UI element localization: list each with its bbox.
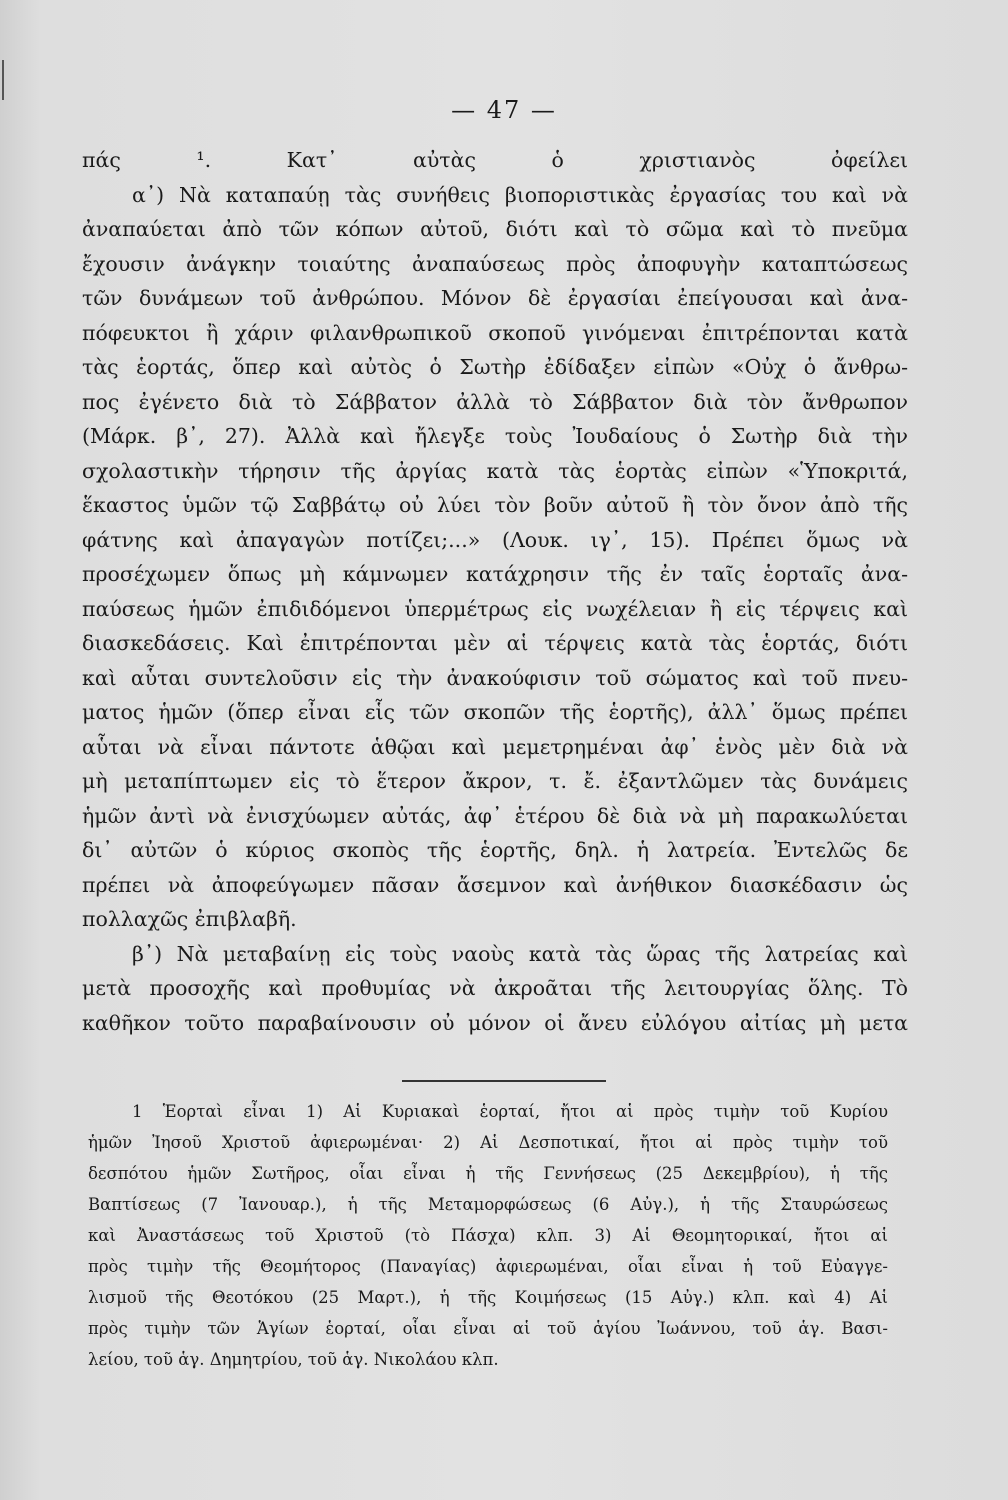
body-line: καθῆκον τοῦτο παραβαίνουσιν οὐ μόνον οἱ ἄνευ εὐλόγου αἰτίας μὴ μετα: [82, 1010, 908, 1035]
footnote-line: πρὸς τιμὴν τῆς Θεομήτορος (Παναγίας) ἀφιερωμέναι, οἷαι εἶναι ἡ τοῦ Εὐαγγε-: [88, 1257, 888, 1276]
body-line: παύσεως ἡμῶν ἐπιδιδόμενοι ὑπερμέτρως εἰς νωχέλειαν ἢ εἰς τέρψεις καὶ: [82, 596, 908, 621]
body-line: πος ἐγένετο διὰ τὸ Σάββατον ἀλλὰ τὸ Σάββατον διὰ τὸν ἄνθρωπον: [82, 389, 908, 414]
footnote-line: πρὸς τιμὴν τῶν Ἁγίων ἑορταί, οἷαι εἶναι αἱ τοῦ ἁγίου Ἰωάννου, τοῦ ἁγ. Βασι-: [88, 1319, 888, 1338]
footnote-line: Βαπτίσεως (7 Ἰανουαρ.), ἡ τῆς Μεταμορφώσεως (6 Αὐγ.), ἡ τῆς Σταυρώσεως: [88, 1195, 888, 1214]
body-line: β᾽) Νὰ μεταβαίνῃ εἰς τοὺς ναοὺς κατὰ τὰς ὥρας τῆς λατρείας καὶ: [132, 941, 908, 966]
body-line: καὶ αὗται συντελοῦσιν εἰς τὴν ἀνακούφισιν τοῦ σώματος καὶ τοῦ πνευ-: [82, 665, 908, 690]
footnote-line: 1 Ἑορταὶ εἶναι 1) Αἱ Κυριακαὶ ἑορταί, ἤτοι αἱ πρὸς τιμὴν τοῦ Κυρίου: [132, 1102, 888, 1121]
footnote-line: ἡμῶν Ἰησοῦ Χριστοῦ ἀφιερωμέναι· 2) Αἱ Δεσποτικαί, ἤτοι αἱ πρὸς τιμὴν τοῦ: [88, 1133, 888, 1152]
body-line: προσέχωμεν ὅπως μὴ κάμνωμεν κατάχρησιν τῆς ἐν ταῖς ἑορταῖς ἀνα-: [82, 562, 908, 586]
body-line: μὴ μεταπίπτωμεν εἰς τὸ ἕτερον ἄκρον, τ. ἔ. ἐξαντλῶμεν τὰς δυνάμεις: [82, 769, 908, 793]
footnote-line: λείου, τοῦ ἁγ. Δημητρίου, τοῦ ἁγ. Νικολάου κλπ.: [88, 1350, 499, 1369]
body-line: τὰς ἑορτάς, ὅπερ καὶ αὐτὸς ὁ Σωτὴρ ἐδίδαξεν εἰπὼν «Οὐχ ὁ ἄνθρω-: [82, 355, 908, 379]
body-line: ἀναπαύεται ἀπὸ τῶν κόπων αὐτοῦ, διότι καὶ τὸ σῶμα καὶ τὸ πνεῦμα: [82, 217, 908, 241]
body-line: πολλαχῶς ἐπιβλαβῆ.: [82, 907, 297, 931]
body-line: ματος ἡμῶν (ὅπερ εἶναι εἷς τῶν σκοπῶν τῆς ἑορτῆς), ἀλλ᾽ ὅμως πρέπει: [82, 700, 908, 724]
footnote-line: λισμοῦ τῆς Θεοτόκου (25 Μαρτ.), ἡ τῆς Κοιμήσεως (15 Αὐγ.) κλπ. καὶ 4) Αἱ: [88, 1288, 888, 1307]
body-line: πρέπει νὰ ἀποφεύγωμεν πᾶσαν ἄσεμνον καὶ ἀνήθικον διασκέδασιν ὡς: [82, 872, 908, 897]
body-line: δι᾽ αὐτῶν ὁ κύριος σκοπὸς τῆς ἑορτῆς, δηλ. ἡ λατρεία. Ἐντελῶς δε: [82, 838, 908, 862]
page-edge-mark: [2, 60, 4, 100]
footnote: [88, 1096, 888, 1375]
body-line: φάτνης καὶ ἀπαγαγὼν ποτίζει;...» (Λουκ. ιγ᾽, 15). Πρέπει ὅμως νὰ: [82, 527, 908, 552]
body-line: αὗται νὰ εἶναι πάντοτε ἁθῷαι καὶ μεμετρημέναι ἀφ᾽ ἑνὸς μὲν διὰ νὰ: [82, 734, 908, 759]
body-line: πόφευκτοι ἢ χάριν φιλανθρωπικοῦ σκοποῦ γινόμεναι ἐπιτρέπονται κατὰ: [82, 320, 908, 345]
body-line: διασκεδάσεις. Καὶ ἐπιτρέπονται μὲν αἱ τέρψεις κατὰ τὰς ἑορτάς, διότι: [82, 631, 908, 655]
body-line: τῶν δυνάμεων τοῦ ἀνθρώπου. Μόνον δὲ ἐργασίαι ἐπείγουσαι καὶ ἀνα-: [82, 286, 908, 310]
footnote-divider: [402, 1080, 606, 1082]
body-line: ἡμῶν ἀντὶ νὰ ἐνισχύωμεν αὐτάς, ἀφ᾽ ἑτέρου δὲ διὰ νὰ μὴ παρακωλύεται: [82, 803, 908, 828]
body-line: ἕκαστος ὑμῶν τῷ Σαββάτῳ οὐ λύει τὸν βοῦν αὐτοῦ ἢ τὸν ὄνον ἀπὸ τῆς: [82, 493, 908, 517]
footnote-line: καὶ Ἀναστάσεως τοῦ Χριστοῦ (τὸ Πάσχα) κλπ. 3) Αἱ Θεομητορικαί, ἤτοι αἱ: [88, 1226, 888, 1245]
footnote-line: δεσπότου ἡμῶν Σωτῆρος, οἷαι εἶναι ἡ τῆς Γεννήσεως (25 Δεκεμβρίου), ἡ τῆς: [88, 1164, 888, 1183]
body-line: α᾽) Νὰ καταπαύῃ τὰς συνήθεις βιοποριστικὰς ἐργασίας του καὶ νὰ: [132, 182, 908, 207]
body-line: μετὰ προσοχῆς καὶ προθυμίας νὰ ἀκροᾶται τῆς λειτουργίας ὅλης. Τὸ: [82, 976, 908, 1000]
page-number: — 47 —: [451, 96, 557, 124]
body-line: πάς ¹. Κατ᾽ αὐτὰς ὁ χριστιανὸς ὀφείλει: [82, 148, 908, 172]
body-line: ἔχουσιν ἀνάγκην τοιαύτης ἀναπαύσεως πρὸς ἀποφυγὴν καταπτώσεως: [82, 251, 908, 276]
body-line: (Μάρκ. β᾽, 27). Ἀλλὰ καὶ ἤλεγξε τοὺς Ἰουδαίους ὁ Σωτὴρ διὰ τὴν: [82, 424, 908, 448]
body-text: [82, 143, 908, 1040]
body-line: σχολαστικὴν τήρησιν τῆς ἀργίας κατὰ τὰς ἑορτὰς εἰπὼν «Ὑποκριτά,: [82, 458, 908, 483]
